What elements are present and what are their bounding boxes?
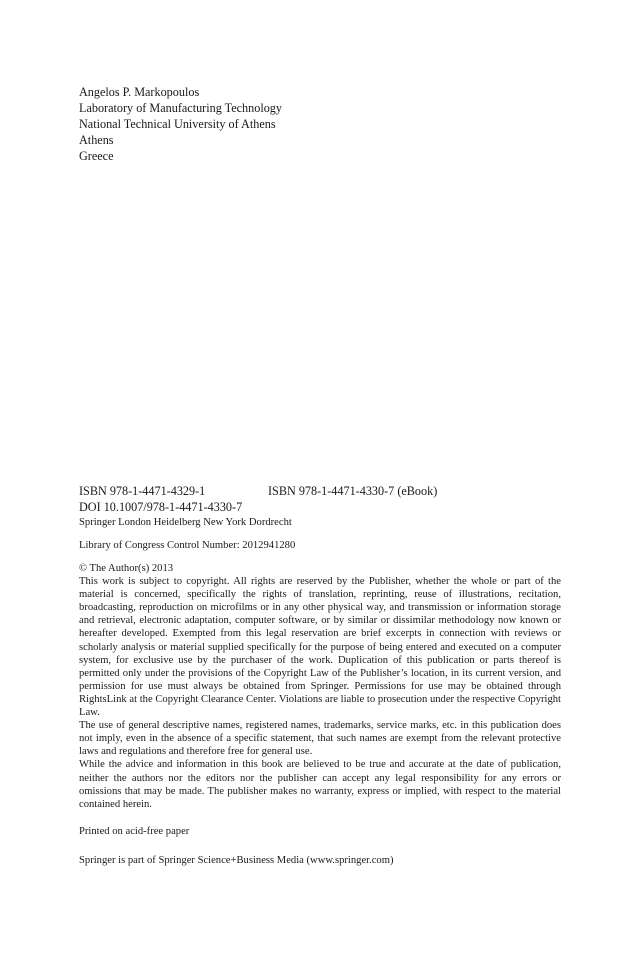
- isbn-ebook: ISBN 978-1-4471-4330-7 (eBook): [268, 484, 438, 498]
- author-city: Athens: [79, 133, 114, 147]
- doi: DOI 10.1007/978-1-4471-4330-7: [79, 500, 243, 514]
- copyright-block: [79, 562, 561, 811]
- trademark-paragraph: The use of general descriptive names, registered names, trademarks, service marks, etc. in this publication does not imply, even in the absence of a specific statement, that such names are exempt from the relevant protective laws and regulations and therefore free for general use.: [79, 720, 561, 758]
- author-name: Angelos P. Markopoulos: [79, 85, 200, 99]
- library-of-congress-number: Library of Congress Control Number: 2012941280: [79, 540, 296, 551]
- isbn-row: [79, 483, 561, 499]
- author-lab: Laboratory of Manufacturing Technology: [79, 101, 282, 115]
- isbn-block: [79, 483, 561, 530]
- author-country: Greece: [79, 149, 114, 163]
- printed-on-note: Printed on acid-free paper: [79, 826, 190, 837]
- author-affiliation: [79, 84, 559, 164]
- publisher-locations: Springer London Heidelberg New York Dordrecht: [79, 517, 292, 528]
- copyright-notice: © The Author(s) 2013: [79, 563, 174, 574]
- disclaimer-paragraph: While the advice and information in this book are believed to be true and accurate at the date of publication, neither the authors nor the editors nor the publisher can accept any legal responsibility for any errors or omissions that may be made. The publisher makes no warranty, express or implied, with respect to the material contained herein.: [79, 759, 561, 810]
- isbn-print: ISBN 978-1-4471-4329-1: [79, 484, 206, 498]
- springer-part-note: Springer is part of Springer Science+Business Media (www.springer.com): [79, 855, 394, 866]
- author-university: National Technical University of Athens: [79, 117, 276, 131]
- copyright-paragraph: This work is subject to copyright. All rights are reserved by the Publisher, whether the whole or part of the material is concerned, specifically the rights of translation, reprinting, reuse of illustrations, recitation, broadcasting, reproduction on microfilms or in any other physical way, and transmission or information storage and retrieval, electronic adaptation, computer software, or by similar or dissimilar methodology now known or hereafter developed. Exempted from this legal reservation are brief excerpts in connection with reviews or scholarly analysis or material supplied specifically for the purpose of being entered and executed on a computer system, for exclusive use by the purchaser of the work. Duplication of this publication or parts thereof is permitted only under the provisions of the Copyright Law of the Publisher’s location, in its current version, and permission for use must always be obtained from Springer. Permissions for use may be obtained through RightsLink at the Copyright Clearance Center. Violations are liable to prosecution under the respective Copyright Law.: [79, 576, 561, 719]
